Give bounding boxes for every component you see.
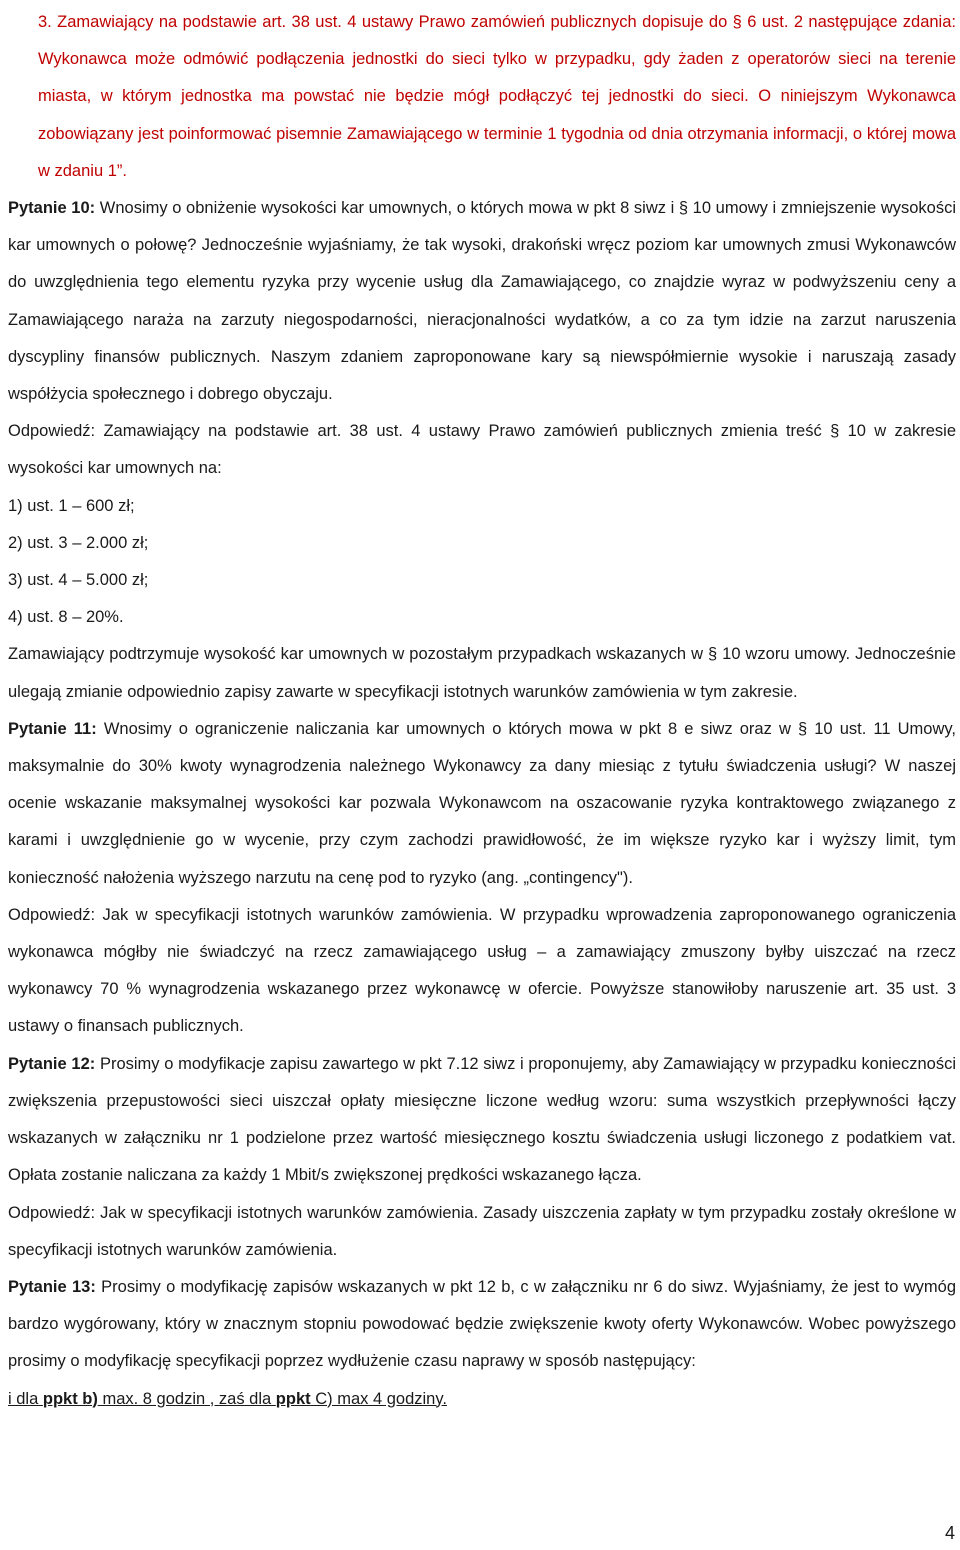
proposal-bold-1: ppkt b) [42, 1389, 98, 1408]
question-13 [8, 1269, 956, 1381]
item-3-number: 3. [38, 13, 52, 31]
question-11-text: Wnosimy o ograniczenie naliczania kar umownych o których mowa w pkt 8 e siwz oraz w § 10 ust. 11 Umowy, maksymalnie do 30% kwoty wynagrodzenia należnego Wykonawcy za dany miesiąc z tytułu świadczenia usługi? W naszej ocenie wskazanie maksymalnej wysokości kar pozwala Wykonawcom na oszacowanie ryzyka kontraktowego związanego z karami i uwzględnienie go w wycenie, przy czym zachodzi prawidłowość, że im większe ryzyko kar i wyższy limit, tym konieczność nałożenia wyższego narzutu na cenę pod to ryzyko (ang. „contingency"). [8, 719, 956, 887]
question-10-text: Wnosimy o obniżenie wysokości kar umownych, o których mowa w pkt 8 siwz i § 10 umowy i zmniejszenie wysokości kar umownych o połowę? Jednocześnie wyjaśniamy, że tak wysoki, drakoński wręcz poziom kar umownych zmusi Wykonawców do uwzględnienia tego elementu ryzyka przy wycenie usług dla Zamawiającego, co znajdzie wyraz w podwyższeniu ceny a Zamawiającego naraża na zarzuty niegospodarności, nieracjonalności wydatków, a co za tym idzie na zarzut naruszenia dyscypliny finansów publicznych. Naszym zdaniem zaproponowane kary są niewspółmiernie wysokie i naruszają zasady współżycia społecznego i dobrego obyczaju. [8, 199, 956, 404]
page-number: 4 [944, 1523, 955, 1543]
question-12 [8, 1046, 956, 1195]
question-13-text: Prosimy o modyfikację zapisów wskazanych w pkt 12 b, c w załączniku nr 6 do siwz. Wyjaśniamy, że jest to wymóg bardzo wygórowany, który w znacznym stopniu powodować będzie zwiększenie kwoty oferty Wykonawców. Wobec powyższego prosimy o modyfikację specyfikacji poprzez wydłużenie czasu naprawy w sposób następujący: [8, 1277, 957, 1371]
question-13-label: Pytanie 13: [8, 1277, 96, 1296]
answer-10-continuation: Zamawiający podtrzymuje wysokość kar umownych w pozostałym przypadkach wskazanych w § 10 wzoru umowy. Jednocześnie ulegają zmianie odpowiednio zapisy zawarte w specyfikacji istotnych warunków zamówienia w tym zakresie. [8, 645, 956, 701]
question-11-label: Pytanie 11: [8, 719, 97, 738]
question-11 [8, 711, 956, 897]
item-3 [8, 4, 956, 190]
proposal-part-1: i dla [8, 1389, 43, 1408]
question-10-label: Pytanie 10: [8, 199, 96, 218]
document-body [8, 4, 956, 1418]
answer-10-list-item-2: 2) ust. 3 – 2.000 zł; [8, 533, 149, 552]
answer-12: Odpowiedź: Jak w specyfikacji istotnych warunków zamówienia. Zasady uiszczenia zapłaty w tym przypadku zostały określone w specyfikacji istotnych warunków zamówienia. [8, 1203, 956, 1259]
question-12-label: Pytanie 12: [8, 1054, 96, 1073]
question-13-proposal-line [8, 1381, 956, 1418]
proposal-part-3: C) max 4 godziny. [310, 1389, 447, 1408]
proposal-bold-2: ppkt [275, 1389, 311, 1408]
question-12-text: Prosimy o modyfikacje zapisu zawartego w pkt 7.12 siwz i proponujemy, aby Zamawiający w przypadku konieczności zwiększenia przepustowości sieci uiszczał opłaty miesięczne liczone według wzoru: suma wszystkich przepływności łączy wskazanych w załączniku nr 1 podzielone przez wartość miesięcznego kosztu świadczenia usługi liczonego z podatkiem vat. Opłata zostanie naliczana za każdy 1 Mbit/s zwiększonej prędkości wskazanego łącza. [8, 1054, 957, 1185]
answer-11: Odpowiedź: Jak w specyfikacji istotnych warunków zamówienia. W przypadku wprowadzenia zaproponowanego ograniczenia wykonawca mógłby nie świadczyć na rzecz zamawiającego usług – a zamawiający zmuszony byłby uiszczać na rzecz wykonawcy 70 % wynagrodzenia wskazanego przez wykonawcę w ofercie. Powyższe stanowiłoby naruszenie art. 35 ust. 3 ustawy o finansach publicznych. [8, 905, 956, 1036]
question-10 [8, 190, 956, 413]
answer-10-list-item-1: 1) ust. 1 – 600 zł; [8, 496, 135, 515]
item-3-text: Zamawiający na podstawie art. 38 ust. 4 ustawy Prawo zamówień publicznych dopisuje do § 6 ust. 2 następujące zdania: Wykonawca może odmówić podłączenia jednostki do sieci tylko w przypadku, gdy żaden z operatorów sieci na terenie miasta, w którym jednostka ma powstać nie będzie mógł podłączyć tej jednostki do sieci. O niniejszym Wykonawca zobowiązany jest poinformować pisemnie Zamawiającego w terminie 1 tygodnia od dnia otrzymania informacji, o której mowa w zdaniu 1”. [38, 13, 956, 180]
answer-10-list-item-4: 4) ust. 8 – 20%. [8, 608, 124, 627]
proposal-part-2: max. 8 godzin , zaś dla [97, 1389, 276, 1408]
answer-10: Odpowiedź: Zamawiający na podstawie art. 38 ust. 4 ustawy Prawo zamówień publicznych zmienia treść § 10 w zakresie wysokości kar umownych na: [8, 422, 956, 478]
answer-10-list-item-3: 3) ust. 4 – 5.000 zł; [8, 571, 149, 590]
